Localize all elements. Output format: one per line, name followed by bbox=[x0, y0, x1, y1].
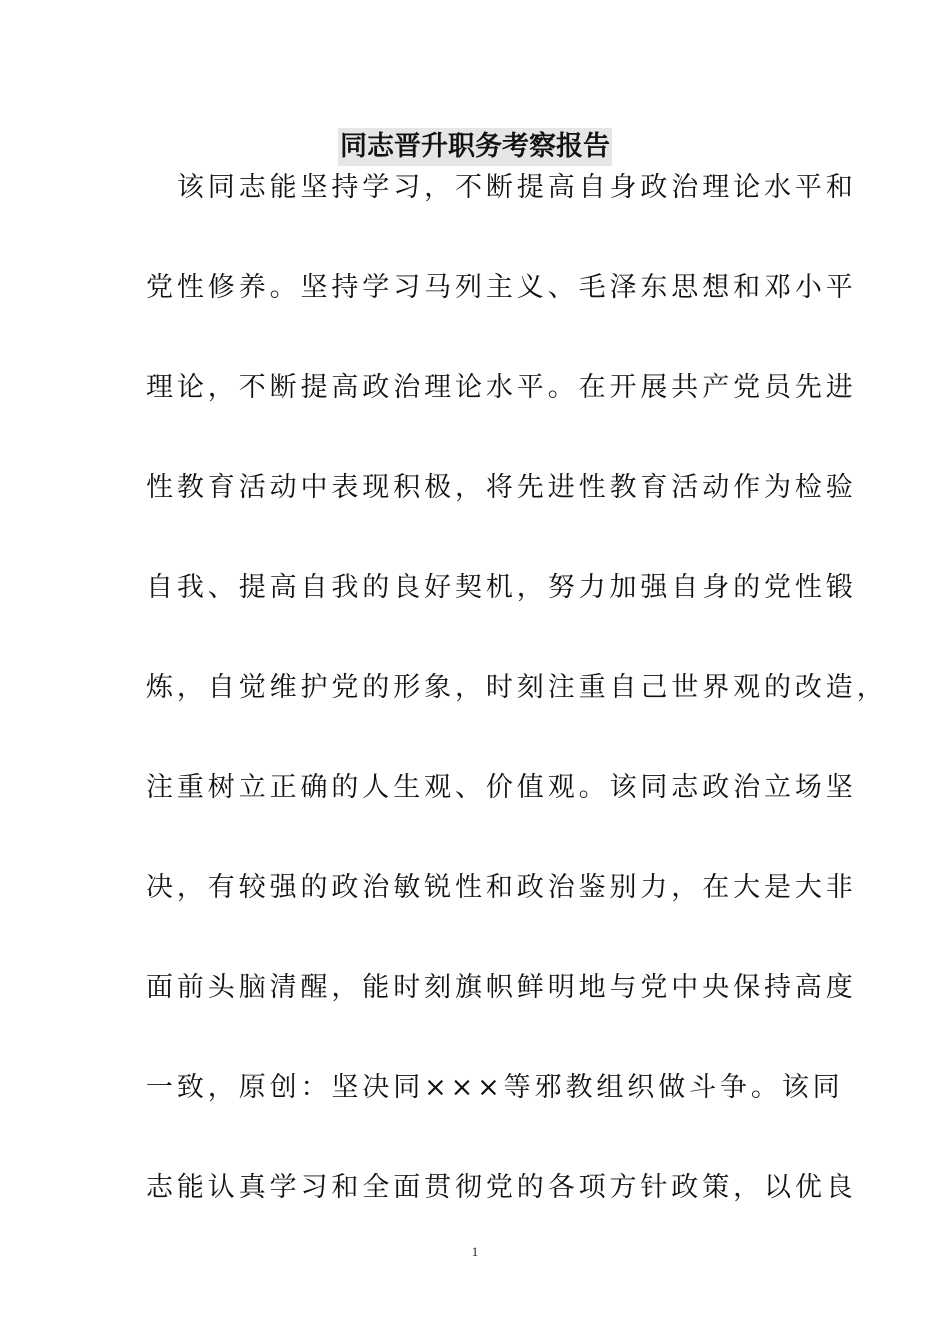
body-line: 一致，原创：坚决同×××等邪教组织做斗争。该同 bbox=[146, 1072, 844, 1103]
page-number: 1 bbox=[471, 1244, 479, 1259]
body-line: 理论，不断提高政治理论水平。在开展共产党员先进 bbox=[146, 372, 857, 403]
body-line: 自我、提高自我的良好契机，努力加强自身的党性锻 bbox=[146, 572, 857, 603]
body-line: 志能认真学习和全面贯彻党的各项方针政策，以优良 bbox=[146, 1172, 857, 1203]
body-line: 面前头脑清醒，能时刻旗帜鲜明地与党中央保持高度 bbox=[146, 972, 857, 1003]
title-container bbox=[0, 128, 950, 166]
body-line: 该同志能坚持学习，不断提高自身政治理论水平和 bbox=[146, 172, 857, 203]
body-line: 党性修养。坚持学习马列主义、毛泽东思想和邓小平 bbox=[146, 272, 857, 303]
body-line: 注重树立正确的人生观、价值观。该同志政治立场坚 bbox=[146, 772, 857, 803]
document-title: 同志晋升职务考察报告 bbox=[338, 128, 612, 166]
body-line: 性教育活动中表现积极，将先进性教育活动作为检验 bbox=[146, 472, 857, 503]
body-line: 决，有较强的政治敏锐性和政治鉴别力，在大是大非 bbox=[146, 872, 857, 903]
body-line: 炼，自觉维护党的形象，时刻注重自己世界观的改造， bbox=[146, 672, 888, 703]
